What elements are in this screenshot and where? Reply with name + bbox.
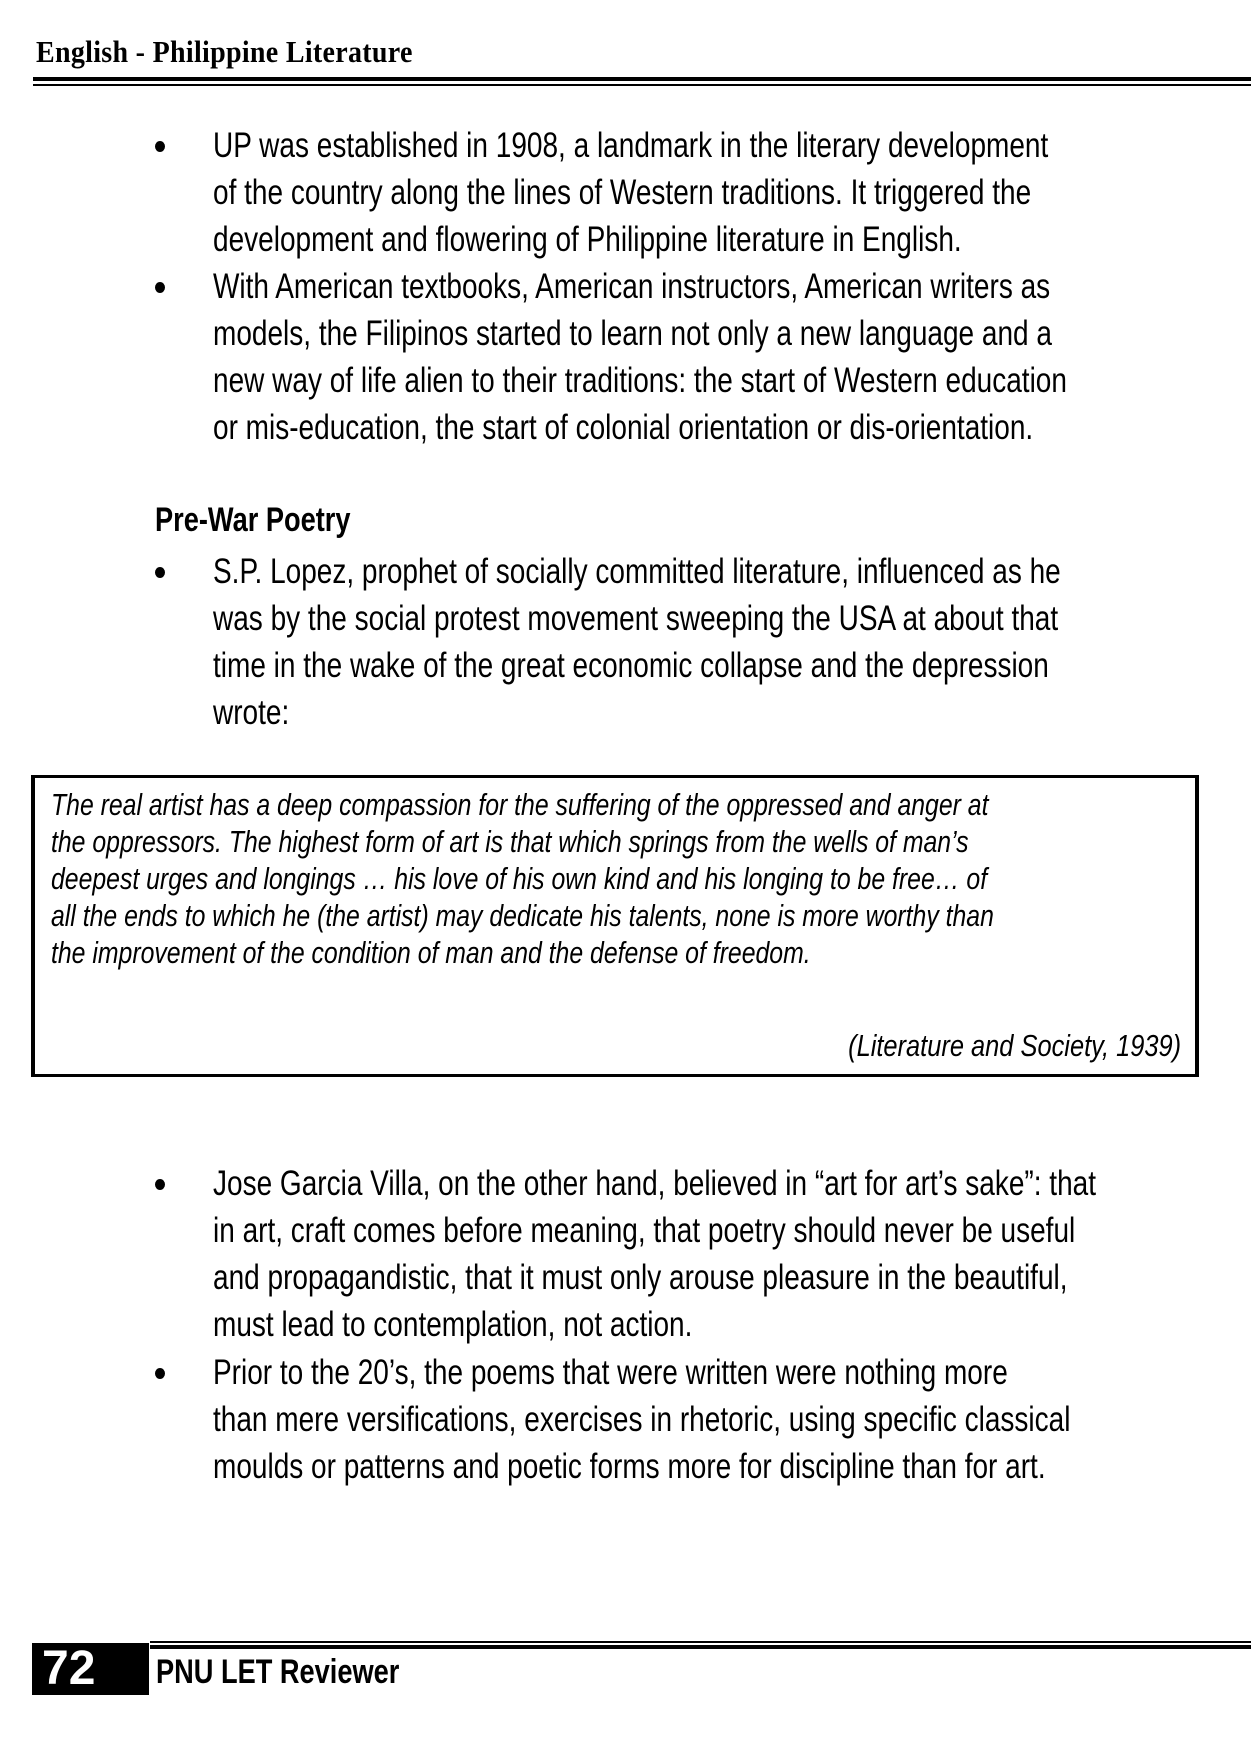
quote-box <box>31 775 1199 1077</box>
text-line: Jose Garcia Villa, on the other hand, believed in “art for art’s sake”: that <box>213 1164 1096 1203</box>
text-line: moulds or patterns and poetic forms more for discipline than for art. <box>213 1447 1046 1486</box>
bullet-text <box>213 548 1061 736</box>
bullet-text <box>213 1349 1070 1490</box>
header-rule-secondary <box>33 84 1251 86</box>
quote-line: The real artist has a deep compassion for the suffering of the oppressed and anger at <box>51 787 989 822</box>
text-line: models, the Filipinos started to learn not only a new language and a <box>213 314 1052 353</box>
running-header-title: English - Philippine Literature <box>36 36 413 70</box>
footer-rule-secondary <box>150 1645 1251 1649</box>
bullet-text <box>213 1160 1096 1348</box>
bullet-text <box>213 263 1067 451</box>
text-line: was by the social protest movement sweeping the USA at about that <box>213 599 1059 638</box>
bullet-icon <box>155 567 165 578</box>
text-line: in art, craft comes before meaning, that poetry should never be useful <box>213 1211 1076 1250</box>
footer-rule <box>150 1641 1251 1643</box>
text-line: UP was established in 1908, a landmark in the literary development <box>213 126 1049 165</box>
text-line: wrote: <box>213 693 290 732</box>
text-line: Prior to the 20’s, the poems that were written were nothing more <box>213 1353 1008 1392</box>
text-line: new way of life alien to their traditions: the start of Western education <box>213 361 1067 400</box>
text-line: development and flowering of Philippine literature in English. <box>213 220 962 259</box>
text-line: S.P. Lopez, prophet of socially committed literature, influenced as he <box>213 552 1061 591</box>
quote-text <box>51 786 994 971</box>
quote-line: the improvement of the condition of man and the defense of freedom. <box>51 935 811 970</box>
quote-line: the oppressors. The highest form of art is that which springs from the wells of man’s <box>51 824 969 859</box>
text-line: of the country along the lines of Western traditions. It triggered the <box>213 173 1032 212</box>
text-line: and propagandistic, that it must only arouse pleasure in the beautiful, <box>213 1258 1068 1297</box>
quote-line: deepest urges and longings … his love of his own kind and his longing to be free… of <box>51 861 988 896</box>
bullet-text <box>213 122 1048 263</box>
section-heading: Pre-War Poetry <box>155 501 351 539</box>
bullet-icon <box>155 141 165 152</box>
text-line: With American textbooks, American instructors, American writers as <box>213 267 1051 306</box>
page-number-badge <box>32 1643 149 1695</box>
footer-book-title: PNU LET Reviewer <box>156 1653 400 1691</box>
text-line: time in the wake of the great economic collapse and the depression <box>213 646 1049 685</box>
bullet-icon <box>155 1179 165 1190</box>
header-rule <box>33 77 1251 81</box>
text-line: must lead to contemplation, not action. <box>213 1305 693 1344</box>
text-line: or mis-education, the start of colonial orientation or dis-orientation. <box>213 408 1034 447</box>
quote-line: all the ends to which he (the artist) may dedicate his talents, none is more worthy than <box>51 898 994 933</box>
text-line: than mere versifications, exercises in rhetoric, using specific classical <box>213 1400 1071 1439</box>
bullet-icon <box>155 1368 165 1379</box>
bullet-icon <box>155 282 165 293</box>
page-number: 72 <box>42 1642 96 1695</box>
quote-citation: (Literature and Society, 1939) <box>847 1028 1181 1063</box>
